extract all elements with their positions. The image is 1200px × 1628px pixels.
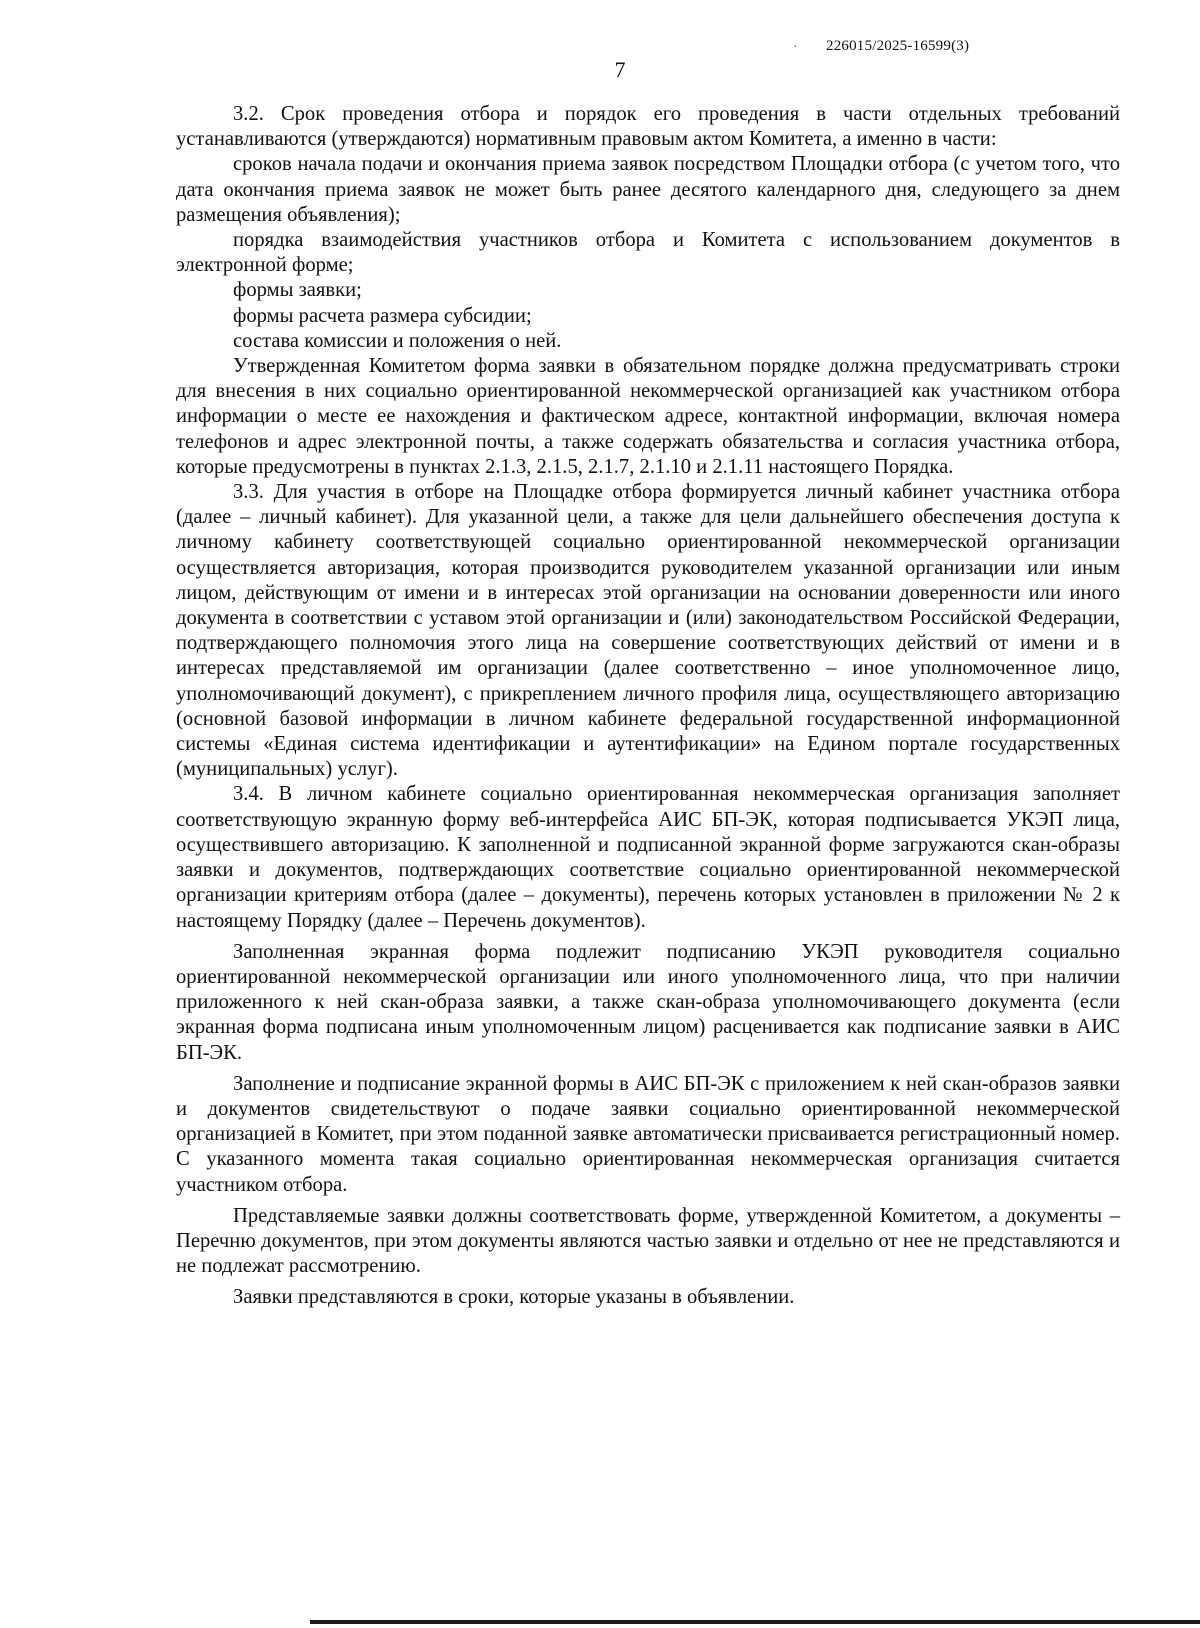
scan-bottom-edge <box>310 1620 1200 1624</box>
paragraph-signing: Заполненная экранная форма подлежит подписанию УКЭП руководителя социально ориентированной некоммерческой организации или иного уполномоченного лица, что при наличии приложенного к ней скан-образа заявки, а также скан-образа уполномочивающего документа (если экранная форма подписана иным уполномоченным лицом) расценивается как подписание заявки в АИС БП-ЭК. <box>176 940 1120 1064</box>
paragraph-3-2: 3.2. Срок проведения отбора и порядок его проведения в части отдельных требований устанавливаются (утверждаются) нормативным правовым актом Комитета, а именно в части: <box>176 103 1120 151</box>
paragraph-3-3: 3.3. Для участия в отборе на Площадке отбора формируется личный кабинет участника отбора (далее – личный кабинет). Для указанной цели, а также для цели дальнейшего обеспечения доступа к личному кабинету соответствующей социально ориентированной некоммерческой организации осуществляется авторизация, которая производится руководителем указанной организации или иным лицом, действующим от имени и в интересах этой организации на основании доверенности или иного документа в соответствии с уставом этой организации и (или) законодательством Российской Федерации, подтверждающего полномочия этого лица на совершение соответствующих действий от имени и в интересах представляемой им организации (далее соответственно – иное уполномоченное лицо, уполномочивающий документ), с прикреплением личного профиля лица, осуществляющего авторизацию (основной базовой информации в личном кабинете федеральной государственной информационной системы «Единая система идентификации и аутентификации» на Едином портале государственных (муниципальных) услуг). <box>176 481 1120 781</box>
list-item-subsidy-calculation: формы расчета размера субсидии; <box>233 304 532 327</box>
list-item-application-form: формы заявки; <box>233 279 362 302</box>
paragraph-compliance: Представляемые заявки должны соответствовать форме, утвержденной Комитетом, а документы – Перечню документов, при этом документы являются частью заявки и отдельно от нее не представляются и не подлежат рассмотрению. <box>176 1204 1120 1278</box>
list-item-deadlines: сроков начала подачи и окончания приема заявок посредством Площадки отбора (с учетом того, что дата окончания приема заявок не может быть ранее десятого календарного дня, следующего за днем размещения объявления); <box>176 153 1120 226</box>
list-item-commission: состава комиссии и положения о ней. <box>233 329 562 352</box>
document-body <box>176 102 1120 1311</box>
header-dot: · <box>793 40 798 55</box>
paragraph-3-4: 3.4. В личном кабинете социально ориентированная некоммерческая организация заполняет соответствующую экранную форму веб-интерфейса АИС БП-ЭК, которая подписывается УКЭП лица, осуществившего авторизацию. К заполненной и подписанной экранной форме загружаются скан-образы заявки и документов, подтверждающих соответствие социально ориентированной некоммерческой организации критериям отбора (далее – документы), перечень которых установлен в приложении № 2 к настоящему Порядку (далее – Перечень документов). <box>176 783 1120 932</box>
page-number: 7 <box>614 57 626 82</box>
paragraph-submission: Заполнение и подписание экранной формы в АИС БП-ЭК с приложением к ней скан-образов заявки и документов свидетельствуют о подаче заявки социально ориентированной некоммерческой организацией в Комитет, при этом поданной заявке автоматически присваивается регистрационный номер. С указанного момента такая социально ориентированная некоммерческая организация считается участником отбора. <box>176 1072 1120 1196</box>
paragraph-approved-form: Утвержденная Комитетом форма заявки в обязательном порядке должна предусматривать строки для внесения в них социально ориентированной некоммерческой организацией как участником отбора информации о месте ее нахождения и фактическом адресе, контактной информации, включая номера телефонов и адрес электронной почты, а также содержать обязательства и согласия участника отбора, которые предусмотрены в пунктах 2.1.3, 2.1.5, 2.1.7, 2.1.10 и 2.1.11 настоящего Порядка. <box>176 355 1120 478</box>
document-registration-number: 226015/2025-16599(3) <box>826 38 970 54</box>
list-item-interaction-order: порядка взаимодействия участников отбора и Комитета с использованием документов в электронной форме; <box>176 229 1120 277</box>
paragraph-deadlines-note: Заявки представляются в сроки, которые указаны в объявлении. <box>233 1286 795 1309</box>
